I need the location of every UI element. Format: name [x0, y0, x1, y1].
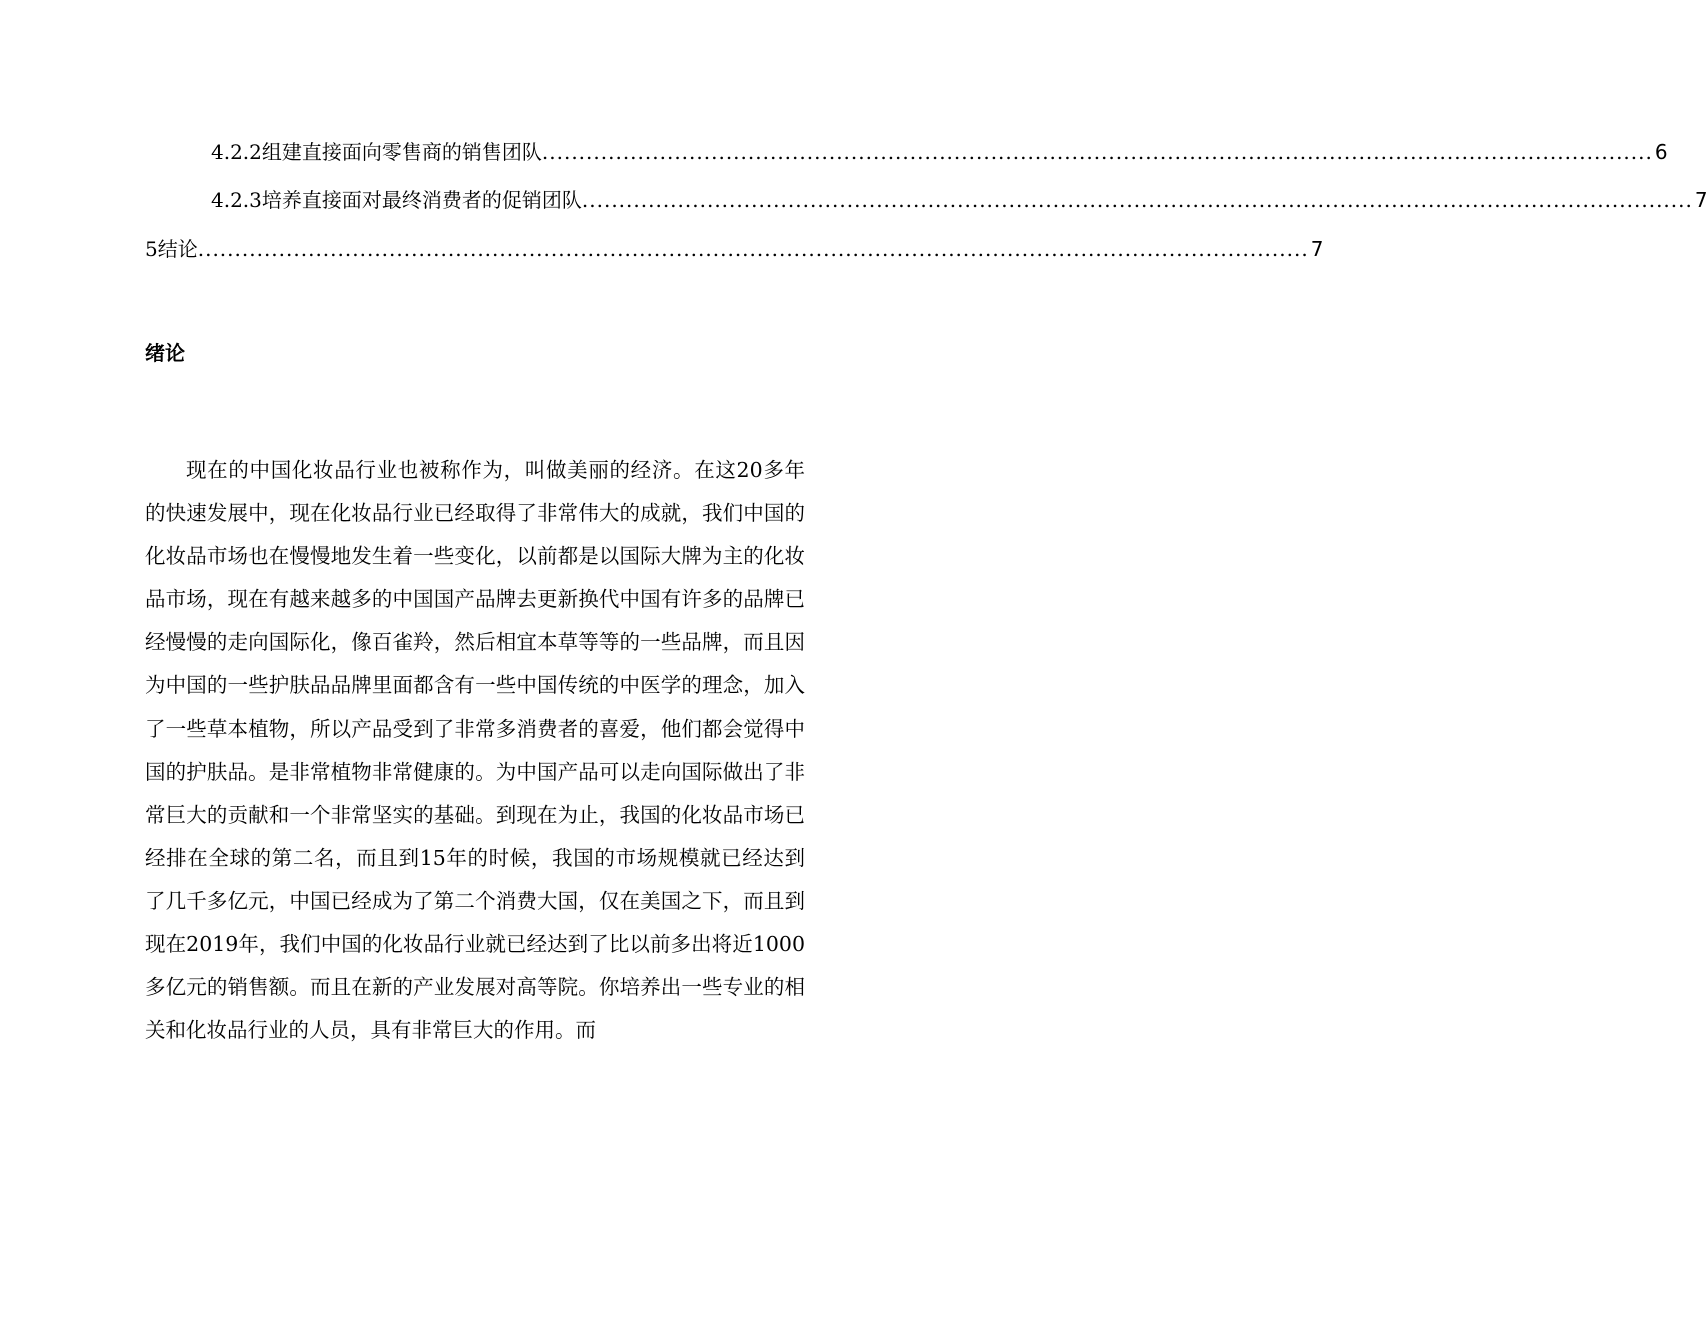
toc-page-number: 7	[1694, 188, 1708, 212]
toc-dot-leader: .......................................................................................................................................................	[581, 188, 1693, 212]
toc-entry-text: 4.2.3培养直接面对最终消费者的促销团队	[211, 188, 582, 212]
toc-page-number: 6	[1654, 140, 1668, 164]
toc-page-number: 7	[1310, 237, 1324, 261]
toc-entry-4-2-2	[211, 138, 1668, 166]
toc-dot-leader: .......................................................................................................................................................	[197, 237, 1309, 261]
toc-entry-5	[145, 235, 1324, 263]
toc-dot-leader: .......................................................................................................................................................	[541, 140, 1653, 164]
toc-entry-4-2-3	[211, 186, 1708, 214]
toc-entry-text: 4.2.2组建直接面向零售商的销售团队	[211, 140, 542, 164]
section-heading: 绪论	[145, 341, 185, 365]
body-paragraph: 现在的中国化妆品行业也被称作为，叫做美丽的经济。在这20多年的快速发展中，现在化妆品行业已经取得了非常伟大的成就，我们中国的化妆品市场也在慢慢地发生着一些变化，以前都是以国际大牌为主的化妆品市场，现在有越来越多的中国国产品牌去更新换代中国有许多的品牌已经慢慢的走向国际化，像百雀羚，然后相宜本草等等的一些品牌，而且因为中国的一些护肤品品牌里面都含有一些中国传统的中医学的理念，加入了一些草本植物，所以产品受到了非常多消费者的喜爱，他们都会觉得中国的护肤品。是非常植物非常健康的。为中国产品可以走向国际做出了非常巨大的贡献和一个非常坚实的基础。到现在为止，我国的化妆品市场已经排在全球的第二名，而且到15年的时候，我国的市场规模就已经达到了几千多亿元，中国已经成为了第二个消费大国，仅在美国之下，而且到现在2019年，我们中国的化妆品行业就已经达到了比以前多出将近1000多亿元的销售额。而且在新的产业发展对高等院。你培养出一些专业的相关和化妆品行业的人员，具有非常巨大的作用。而	[145, 458, 805, 1043]
toc-entry-text: 5结论	[145, 237, 198, 261]
